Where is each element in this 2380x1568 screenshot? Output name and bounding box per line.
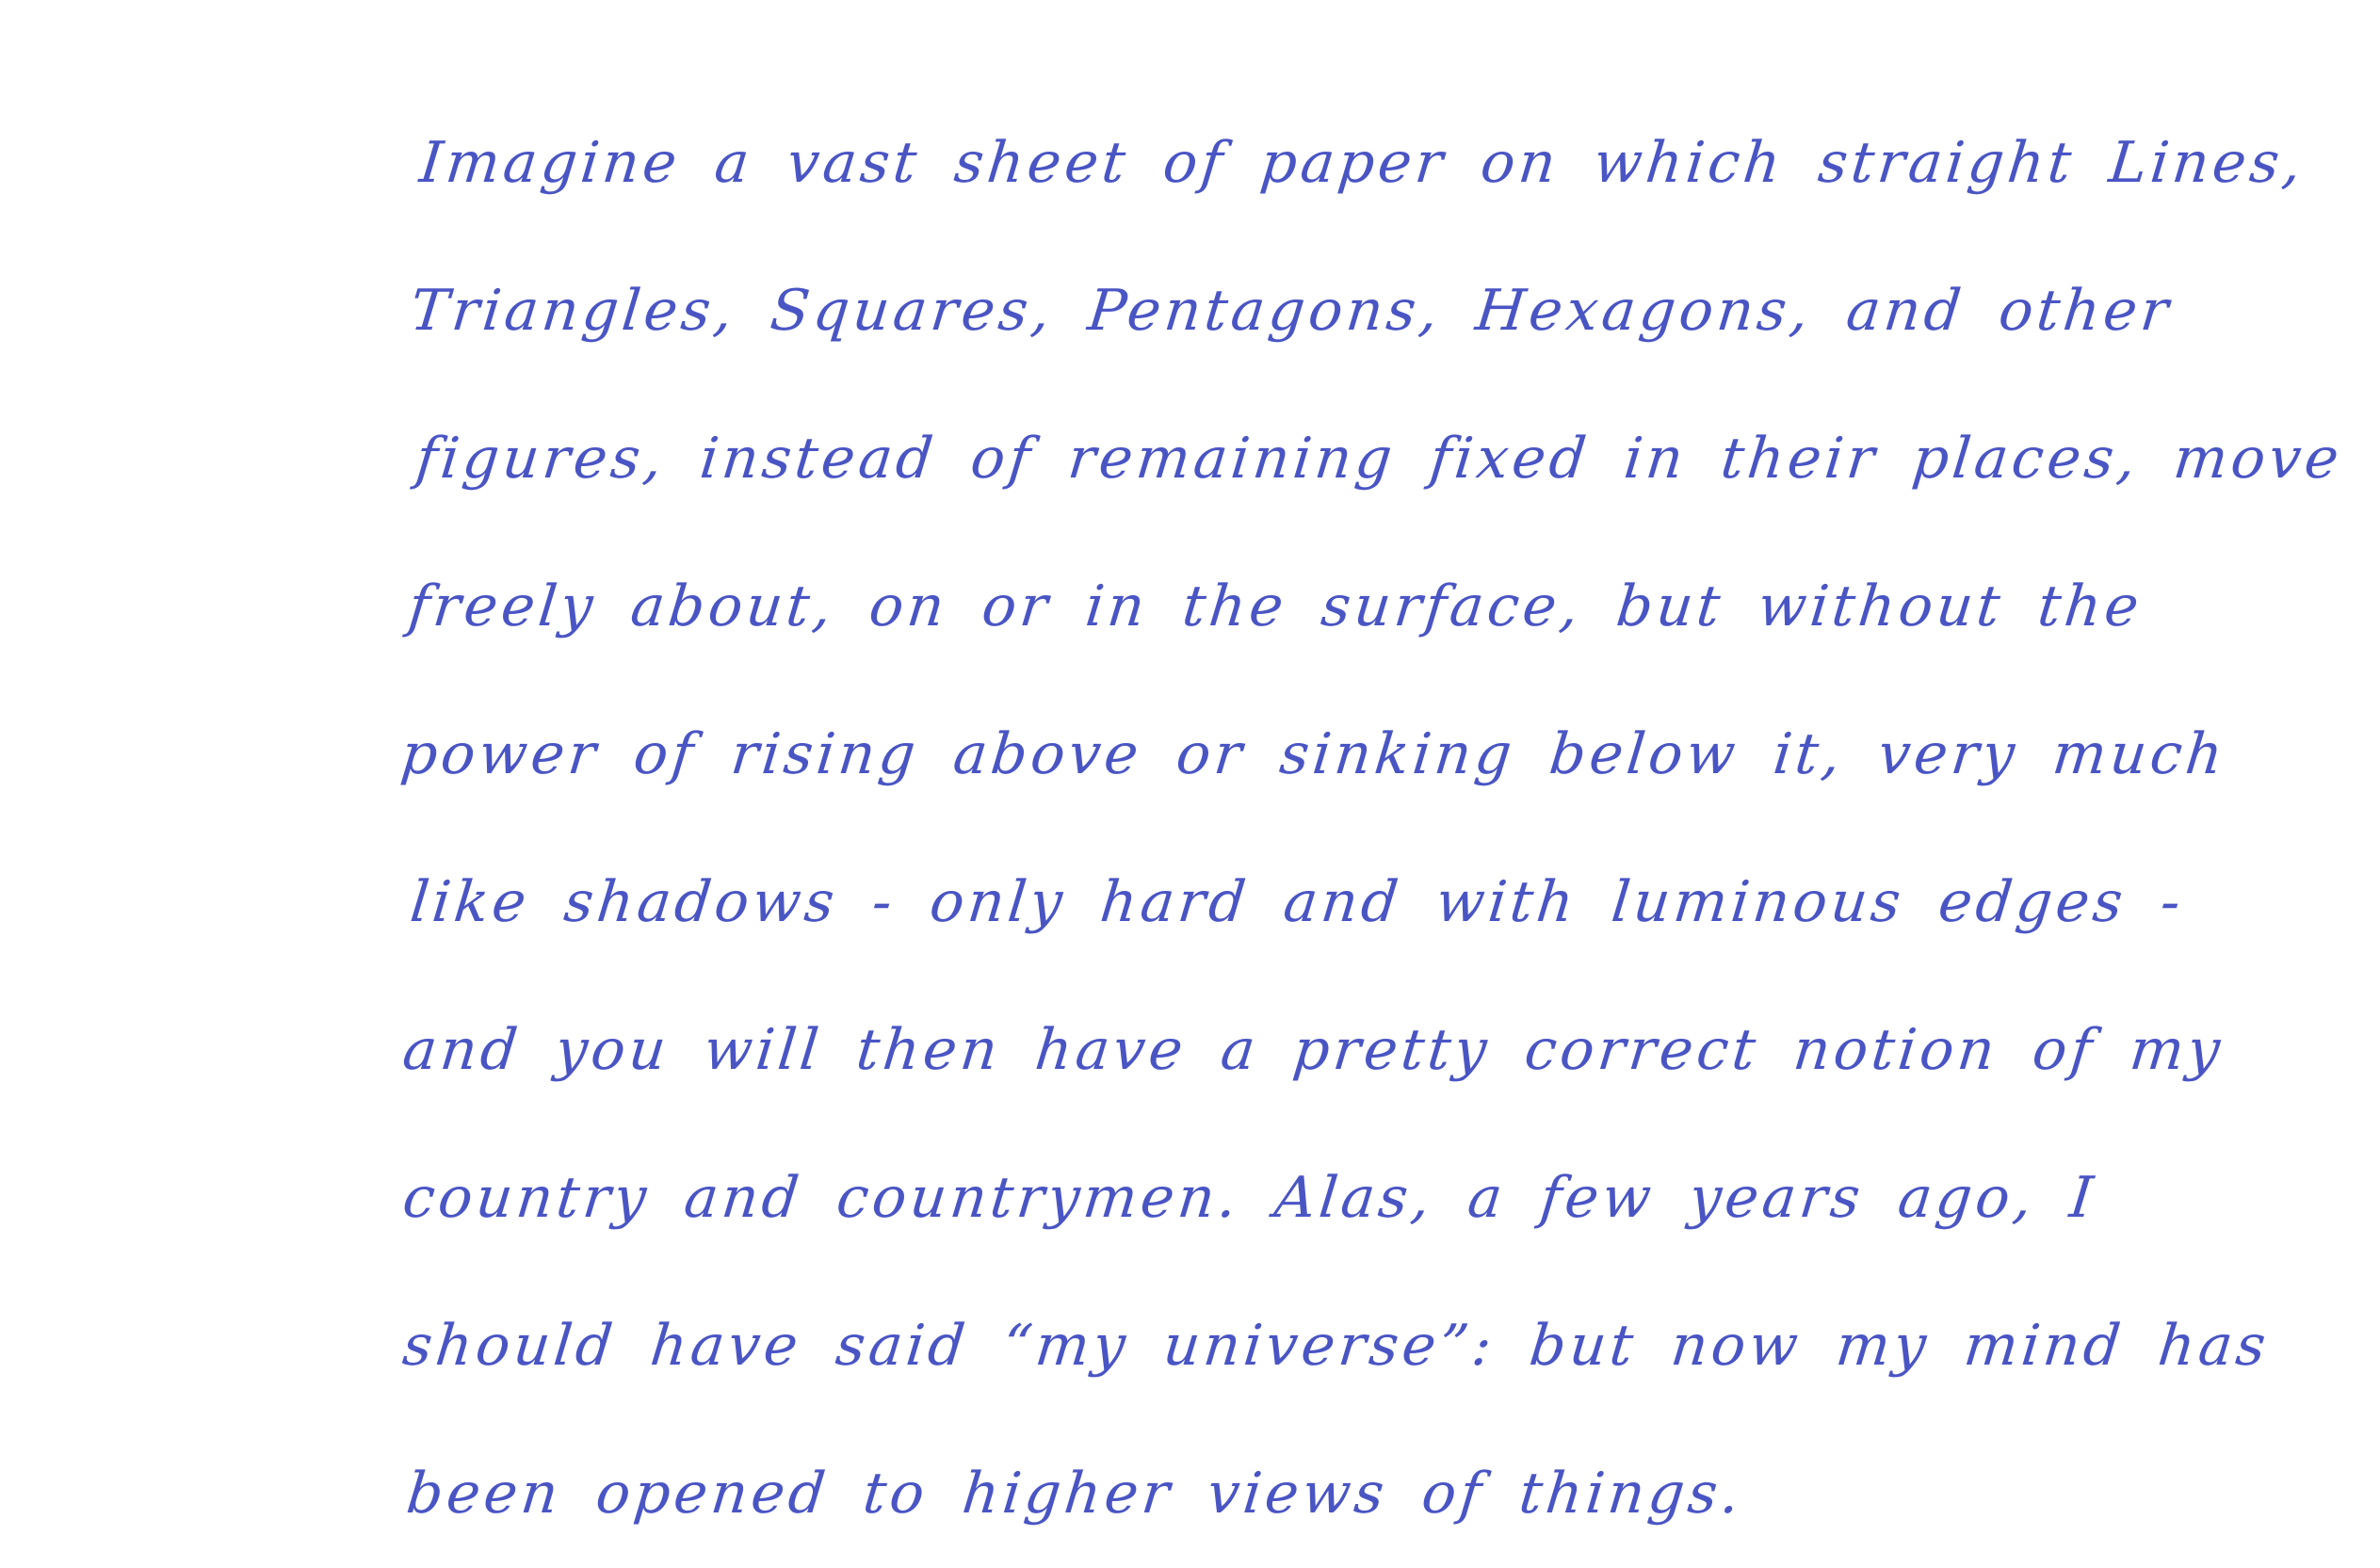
text-line-1: Imagine a vast sheet of paper on which straight Lines,	[416, 130, 2308, 196]
text-line-8: country and countrymen. Alas, a few years ago, I	[399, 1165, 2100, 1231]
text-line-2: Triangles, Squares, Pentagons, Hexagons, and other	[407, 278, 2176, 344]
text-line-4: freely about, on or in the surface, but without the	[405, 574, 2146, 639]
text-line-7: and you will then have a pretty correct notion of my	[399, 1017, 2227, 1083]
handwritten-text-block	[396, 89, 2346, 1568]
text-line-10: been opened to higher views of things.	[403, 1461, 1747, 1527]
text-line-9: should have said “my universe”: but now my mind has	[399, 1313, 2273, 1379]
text-line-5: power of rising above or sinking below it, very much	[397, 721, 2230, 787]
text-line-3: figures, instead of remaining fixed in their places, move	[413, 426, 2346, 492]
text-line-6: like shadows - only hard and with luminous edges -	[407, 869, 2188, 935]
